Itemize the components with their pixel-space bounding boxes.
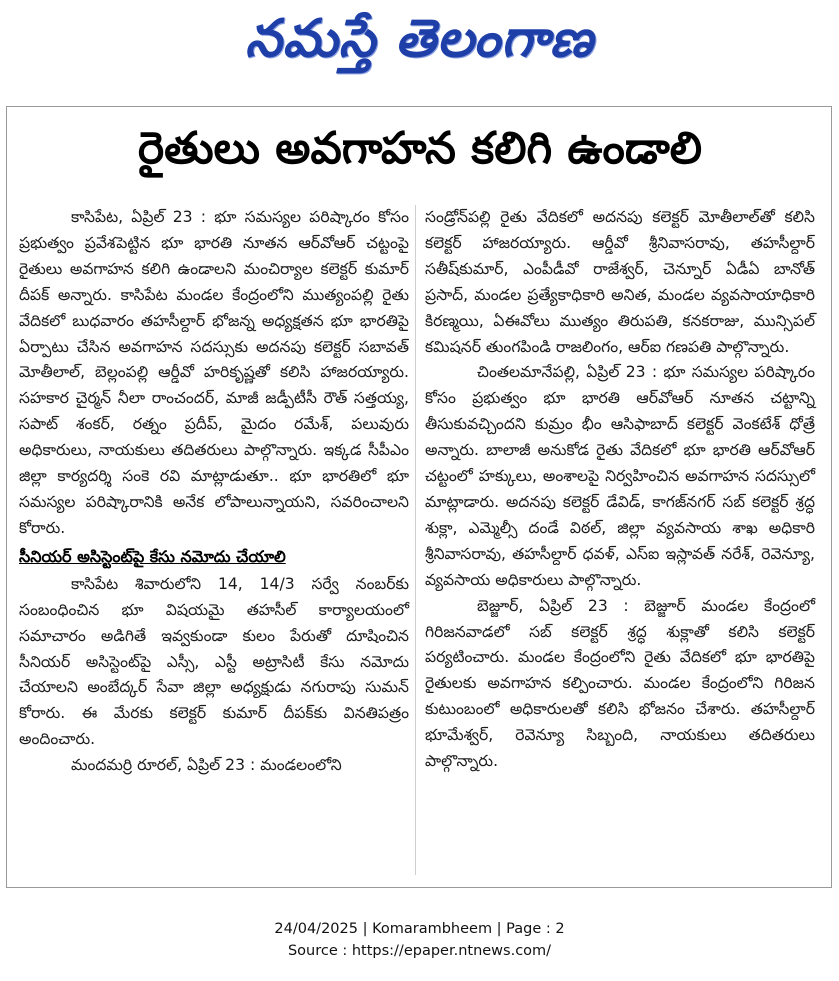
article-paragraph: సండ్రోన్‌పల్లి రైతు వేదికలో అదనపు కలెక్టర్ మోతీలాల్‌తో కలిసి కలెక్టర్ హాజరయ్యారు. ఆర్డీవో శ్రీనివాసరావు, తహసీల్దార్ సతీష్‌కుమార్, ఎంపీడీవో రాజేశ్వర్, చెన్నూర్ ఏడీఏ బానోత్ ప్రసాద్, మండల ప్రత్యేకాధికారి అనిత, మండల వ్యవసాయాధికారి కిరణ్మయి, ఏఈవోలు ముత్యం తిరుపతి, కనకరాజు, మున్సిపల్ కమిషనర్ తుంగపిండి రాజలింగం, ఆర్‌ఐ గణపతి పాల్గొన్నారు. xyxy=(425,208,815,356)
right-column xyxy=(425,205,815,775)
article-headline: రైతులు అవగాహన కలిగి ఉండాలి xyxy=(138,123,702,174)
article-paragraph: చింతలమానేపల్లి, ఏప్రిల్ 23 : భూ సమస్యల పరిష్కారం కోసం ప్రభుత్వం భూ భారతి ఆర్‌వోఆర్ నూతన చట్టాన్ని తీసుకువచ్చిందని కుమ్రం భీం ఆసిఫాబాద్ కలెక్టర్ వెంకటేశ్ ధోత్రే అన్నారు. బాలాజీ అనుకోడ రైతు వేదికలో భూ భారతి ఆర్‌వోఆర్ చట్టంలో హక్కులు, అంశాలపై నిర్వహించిన అవగాహన సదస్సులో మాట్లాడారు. అదనపు కలెక్టర్ డేవిడ్, కాగజ్‌నగర్ సబ్ కలెక్టర్ శ్రద్ధ శుక్లా, ఎమ్మెల్సీ దండే విఠల్, జిల్లా వ్యవసాయ శాఖ అధికారి శ్రీనివాసరావు, తహసీల్దార్ ధవళ్, ఎస్‌ఐ ఇస్లావత్ నరేశ్, రెవెన్యూ, వ్యవసాయ అధికారులు పాల్గొన్నారు. xyxy=(425,363,815,589)
article-paragraph: కాసిపేట, ఏప్రిల్ 23 : భూ సమస్యల పరిష్కారం కోసం ప్రభుత్వం ప్రవేశపెట్టిన భూ భారతి నూతన ఆర్‌వోఆర్ చట్టంపై రైతులు అవగాహన కలిగి ఉండాలని మంచిర్యాల కలెక్టర్ కుమార్ దీపక్ అన్నారు. కాసిపేట మండల కేంద్రంలోని ముత్యంపల్లి రైతు వేదికలో బుధవారం తహసీల్దార్ భోజన్న అధ్యక్షతన భూ భారతిపై ఏర్పాటు చేసిన అవగాహన సదస్సుకు అదనపు కలెక్టర్ సబావత్ మోతీలాల్, బెల్లంపల్లి ఆర్డీవో హరికృష్ణతో కలిసి హాజరయ్యారు. సహకార చైర్మన్ నీలా రాంచందర్, మాజీ జడ్పీటీసీ రౌత్ సత్తయ్య, సపాట్ శంకర్, రత్నం ప్రదీప్, మైదం రమేశ్, పలువురు అధికారులు, నాయకులు తదితరులు పాల్గొన్నారు. ఇక్కడ సీపీఎం జిల్లా కార్యదర్శి సంకె రవి మాట్లాడుతూ.. భూ భారతిలో భూ సమస్యల పరిష్కారానికి అనేక లోపాలున్నాయని, సవరించాలని కోరారు. xyxy=(19,208,409,537)
newspaper-logo: నమస్తే తెలంగాణ xyxy=(245,8,594,69)
article-subheading: సీనియర్ అసిస్టెంట్‌పై కేసు నమోదు చేయాలి xyxy=(19,546,286,566)
article-paragraph: బెజ్జూర్, ఏప్రిల్ 23 : బెజ్జూర్ మండల కేంద్రంలో గిరిజనవాడలో సబ్ కలెక్టర్ శ్రద్ధ శుక్లాతో కలిసి కలెక్టర్ పర్యటించారు. మండల కేంద్రంలోని రైతు వేదికలో భూ భారతిపై రైతులకు అవగాహన కల్పించారు. మండల కేంద్రంలోని గిరిజన కుటుంబంలో అధికారులతో కలిసి భోజనం చేశారు. తహసీల్దార్ భూమేశ్వర్, రెవెన్యూ సిబ్బంది, నాయకులు తదితరులు పాల్గొన్నారు. xyxy=(425,596,815,771)
column-divider xyxy=(415,205,416,875)
article-clipping xyxy=(6,106,832,888)
article-paragraph: కాసిపేట శివారులోని 14, 14/3 సర్వే నంబర్‌కు సంబంధించిన భూ విషయమై తహసీల్ కార్యాలయంలో సమాచారం అడిగితే ఇవ్వకుండా కులం పేరుతో దూషించిన సీనియర్ అసిస్టెంట్‌పై ఎస్సీ, ఎస్టీ అట్రాసిటీ కేసు నమోదు చేయాలని అంబేద్కర్ సేవా జిల్లా అధ్యక్షుడు నగురాపు సుమన్ కోరారు. ఈ మేరకు కలెక్టర్ కుమార్ దీపక్‌కు వినతిపత్రం అందించారు. xyxy=(19,574,409,749)
source-link: Source : https://epaper.ntnews.com/ xyxy=(287,943,552,959)
article-paragraph: మందమర్రి రూరల్, ఏప్రిల్ 23 : మండలంలోని xyxy=(71,756,342,775)
left-column xyxy=(19,205,409,779)
edition-info: 24/04/2025 | Komarambheem | Page : 2 xyxy=(274,921,565,937)
masthead xyxy=(0,0,839,90)
page-footer xyxy=(0,918,839,962)
